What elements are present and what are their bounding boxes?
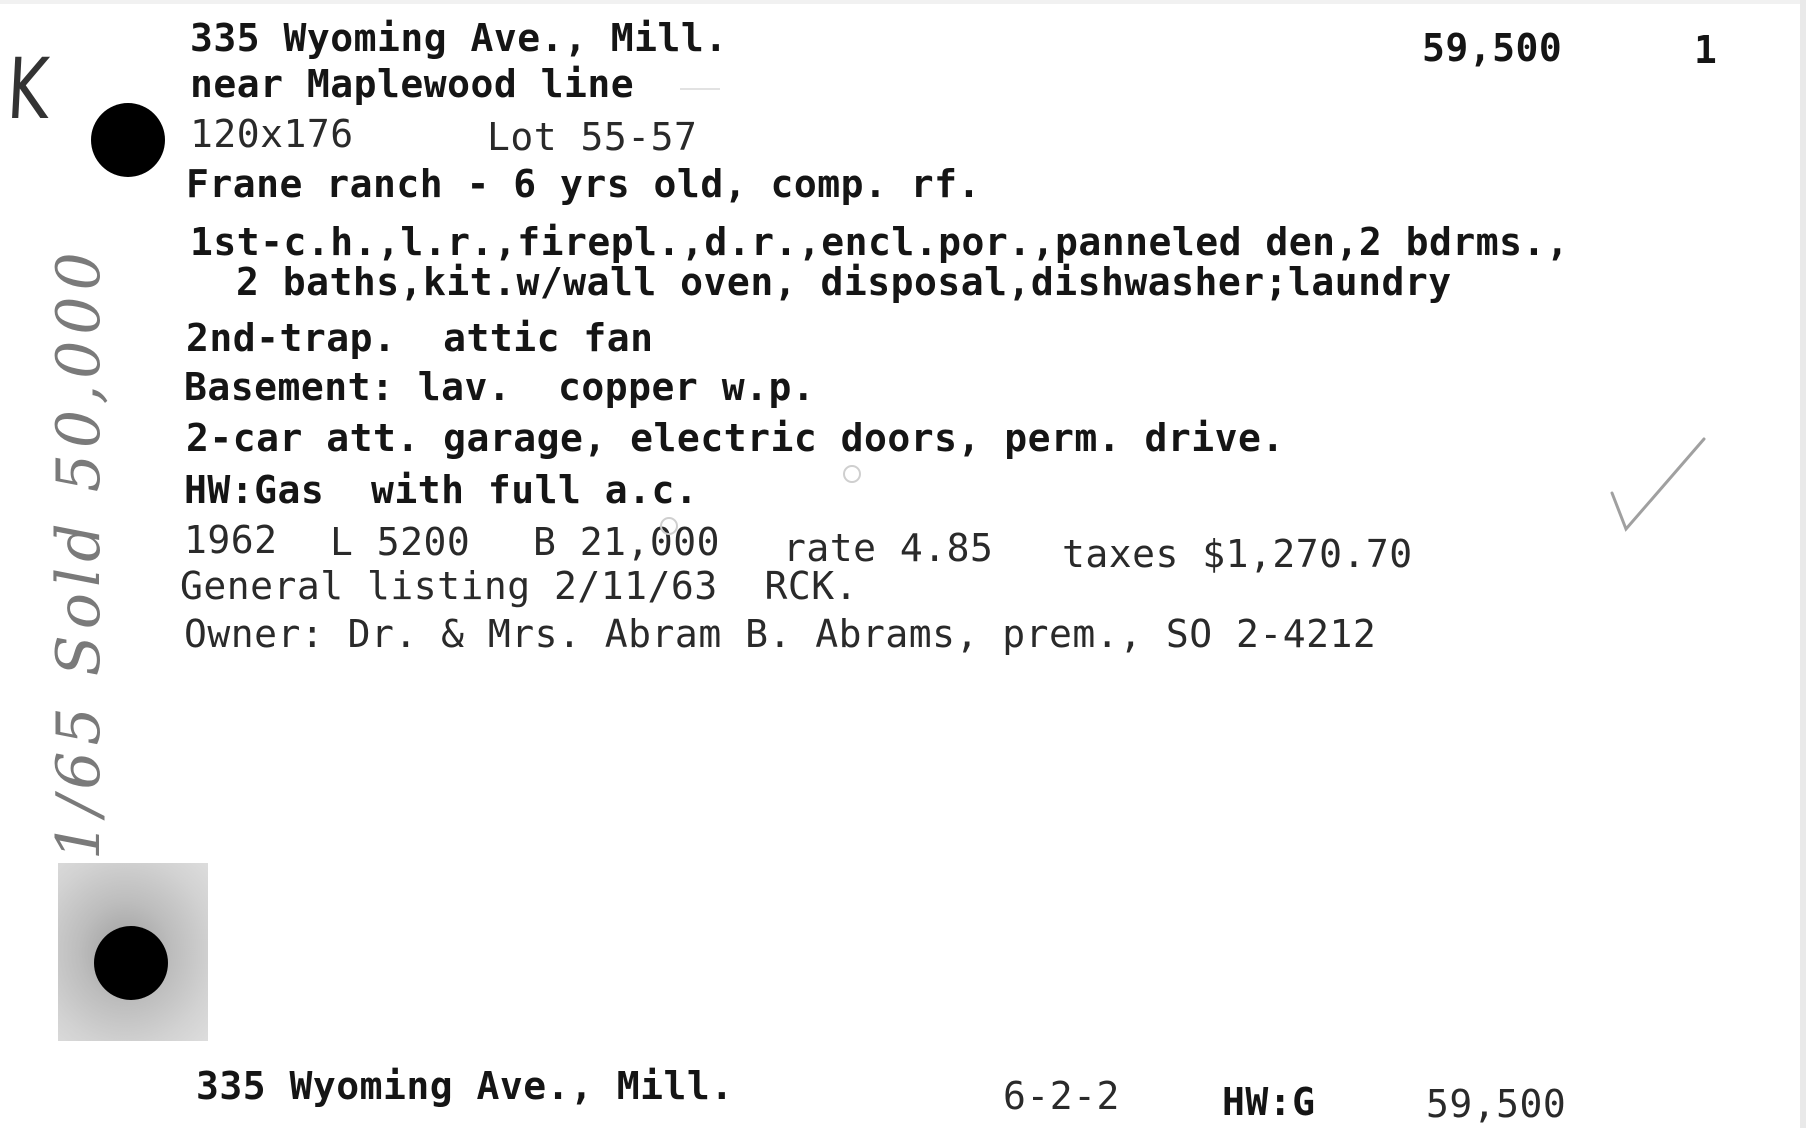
owner: Owner: Dr. & Mrs. Abram B. Abrams, prem., SO 2-4212	[184, 612, 1377, 656]
ink-smudge	[843, 465, 861, 483]
pencil-check-icon	[1608, 435, 1708, 535]
punch-hole-top	[91, 103, 165, 177]
basement: Basement: lav. copper w.p.	[184, 365, 816, 409]
footer-address: 335 Wyoming Ave., Mill.	[196, 1064, 734, 1108]
faint-dash	[680, 88, 720, 90]
location-note: near Maplewood line	[190, 62, 635, 106]
ink-smudge	[660, 517, 678, 535]
sold-pencil-note: 1/65 Sold 50,000	[44, 246, 114, 860]
first-floor-line-1: 1st-c.h.,l.r.,firepl.,d.r.,encl.por.,panneled den,2 bdrms.,	[190, 220, 1570, 264]
price: 59,500	[1422, 26, 1563, 70]
building-value: B 21,000	[533, 520, 721, 564]
punch-hole-bottom	[94, 926, 168, 1000]
card-right-edge	[1800, 0, 1806, 1128]
footer-heating: HW:G	[1222, 1080, 1316, 1124]
house-style: Frane ranch - 6 yrs old, comp. rf.	[186, 162, 981, 206]
taxes: taxes $1,270.70	[1062, 532, 1413, 576]
second-floor: 2nd-trap. attic fan	[186, 316, 654, 360]
tax-year: 1962	[184, 518, 278, 562]
margin-letter: K	[4, 40, 52, 138]
garage: 2-car att. garage, electric doors, perm. drive.	[186, 416, 1285, 460]
address-line: 335 Wyoming Ave., Mill.	[190, 16, 728, 60]
heating: HW:Gas with full a.c.	[184, 468, 699, 512]
footer-price: 59,500	[1426, 1082, 1567, 1126]
lot-size: 120x176	[190, 112, 354, 156]
first-floor-line-2: 2 baths,kit.w/wall oven, disposal,dishwasher;laundry	[236, 260, 1452, 304]
card-top-edge	[0, 0, 1806, 4]
general-listing: General listing 2/11/63 RCK.	[180, 564, 858, 608]
tax-rate: rate 4.85	[783, 526, 994, 570]
footer-code: 6-2-2	[1003, 1074, 1120, 1118]
land-value: L 5200	[330, 520, 471, 564]
card-number: 1	[1694, 28, 1718, 72]
lot-number: Lot 55-57	[487, 115, 698, 159]
